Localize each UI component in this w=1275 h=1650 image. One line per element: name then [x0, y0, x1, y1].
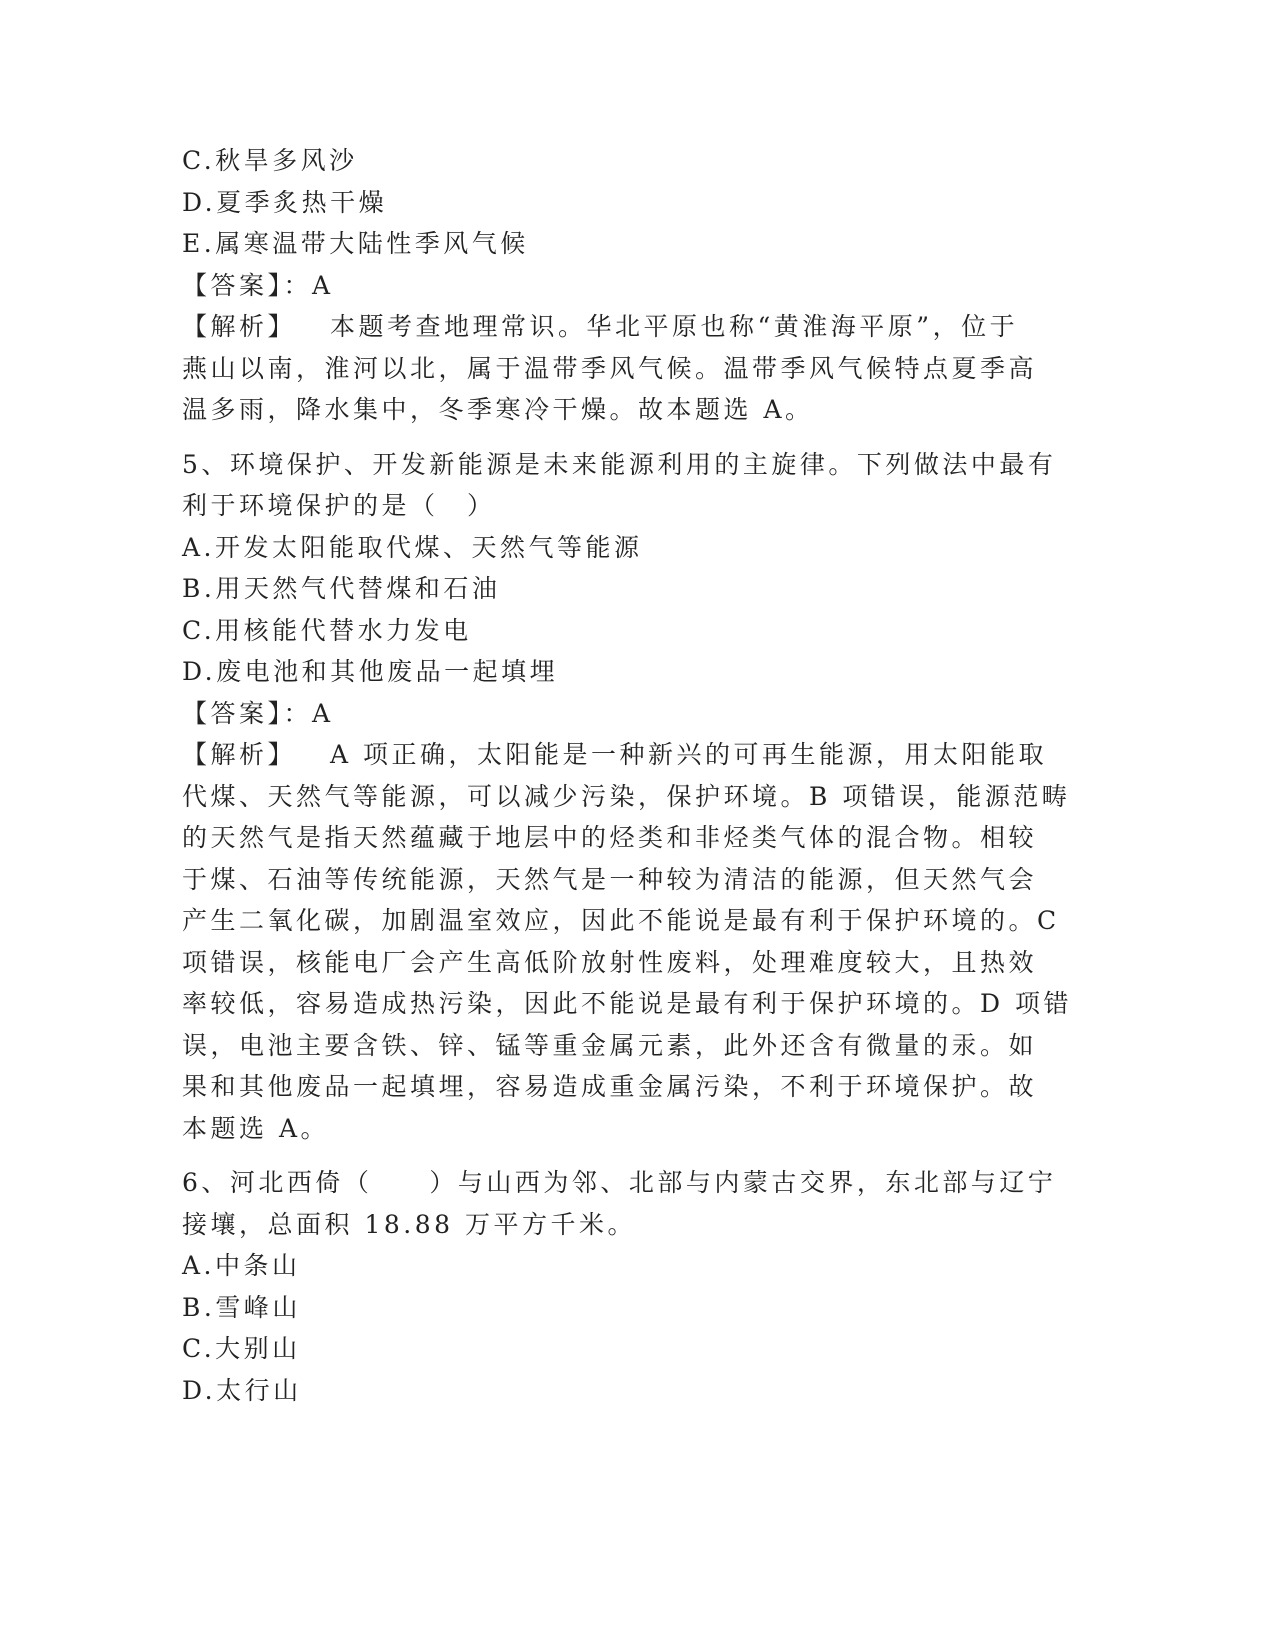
option-c: C.用核能代替水力发电 [182, 615, 472, 645]
option-d: D.废电池和其他废品一起填埋 [182, 657, 559, 686]
analysis-line-7: 率较低，容易造成热污染，因此不能说是最有利于保护环境的。D 项错 [182, 989, 1072, 1018]
option-e: E.属寒温带大陆性季风气候 [182, 229, 529, 258]
analysis-line-2: 燕山以南，淮河以北，属于温带季风气候。温带季风气候特点夏季高 [182, 353, 1038, 383]
analysis-label: 【解析】 [182, 740, 297, 769]
question-stem-line-2: 利于环境保护的是（ ） [182, 491, 496, 520]
option-d: D.夏季炙热干燥 [182, 187, 388, 217]
analysis-text: 本题考查地理常识。华北平原也称“黄淮海平原”，位于 [330, 312, 1019, 341]
analysis-text: A 项正确，太阳能是一种新兴的可再生能源，用太阳能取 [330, 740, 1048, 769]
analysis-line-9: 果和其他废品一起填埋，容易造成重金属污染，不利于环境保护。故 [182, 1072, 1038, 1101]
analysis-line-8: 误，电池主要含铁、锌、锰等重金属元素，此外还含有微量的汞。如 [182, 1030, 1038, 1060]
analysis-label: 【解析】 [182, 312, 297, 341]
answer-line [182, 693, 1042, 735]
option-c: C.大别山 [182, 1334, 301, 1363]
analysis-line-6: 项错误，核能电厂会产生高低阶放射性废料，处理难度较大，且热效 [182, 947, 1038, 977]
analysis-line-10: 本题选 A。 [182, 1113, 330, 1143]
analysis-line-3: 的天然气是指天然蕴藏于地层中的烃类和非烃类气体的混合物。相较 [182, 823, 1038, 852]
option-b: B.用天然气代替煤和石油 [182, 574, 501, 603]
question-stem-line-1: 5、环境保护、开发新能源是未来能源利用的主旋律。下列做法中最有 [182, 449, 1057, 479]
analysis-line-2: 代煤、天然气等能源，可以减少污染，保护环境。B 项错误，能源范畴 [182, 781, 1071, 811]
option-a: A.中条山 [182, 1251, 301, 1280]
analysis-line-3: 温多雨，降水集中，冬季寒冷干燥。故本题选 A。 [182, 395, 814, 424]
answer-value: A [312, 270, 334, 300]
analysis-line-5: 产生二氧化碳，加剧温室效应，因此不能说是最有利于保护环境的。C [182, 906, 1060, 935]
analysis-line-1 [182, 734, 1048, 776]
option-c: C.秋旱多风沙 [182, 146, 358, 175]
answer-value: A [312, 698, 334, 728]
question-stem-line-1: 6、河北西倚（ ）与山西为邻、北部与内蒙古交界，东北部与辽宁 [182, 1168, 1057, 1197]
analysis-line-4: 于煤、石油等传统能源，天然气是一种较为清洁的能源，但天然气会 [182, 864, 1038, 894]
question-5 [182, 444, 1072, 1150]
option-a: A.开发太阳能取代煤、天然气等能源 [182, 532, 643, 562]
question-stem-line-2: 接壤，总面积 18.88 万平方千米。 [182, 1209, 636, 1239]
answer-line [182, 265, 1042, 307]
analysis-line-1 [182, 306, 1042, 348]
option-b: B.雪峰山 [182, 1292, 301, 1322]
answer-label: 【答案】： [182, 270, 313, 300]
question-6 [182, 1162, 1057, 1411]
question-4-tail [182, 140, 1042, 431]
option-d: D.太行山 [182, 1375, 302, 1405]
answer-label: 【答案】： [182, 698, 313, 728]
document-page [182, 140, 1072, 1411]
